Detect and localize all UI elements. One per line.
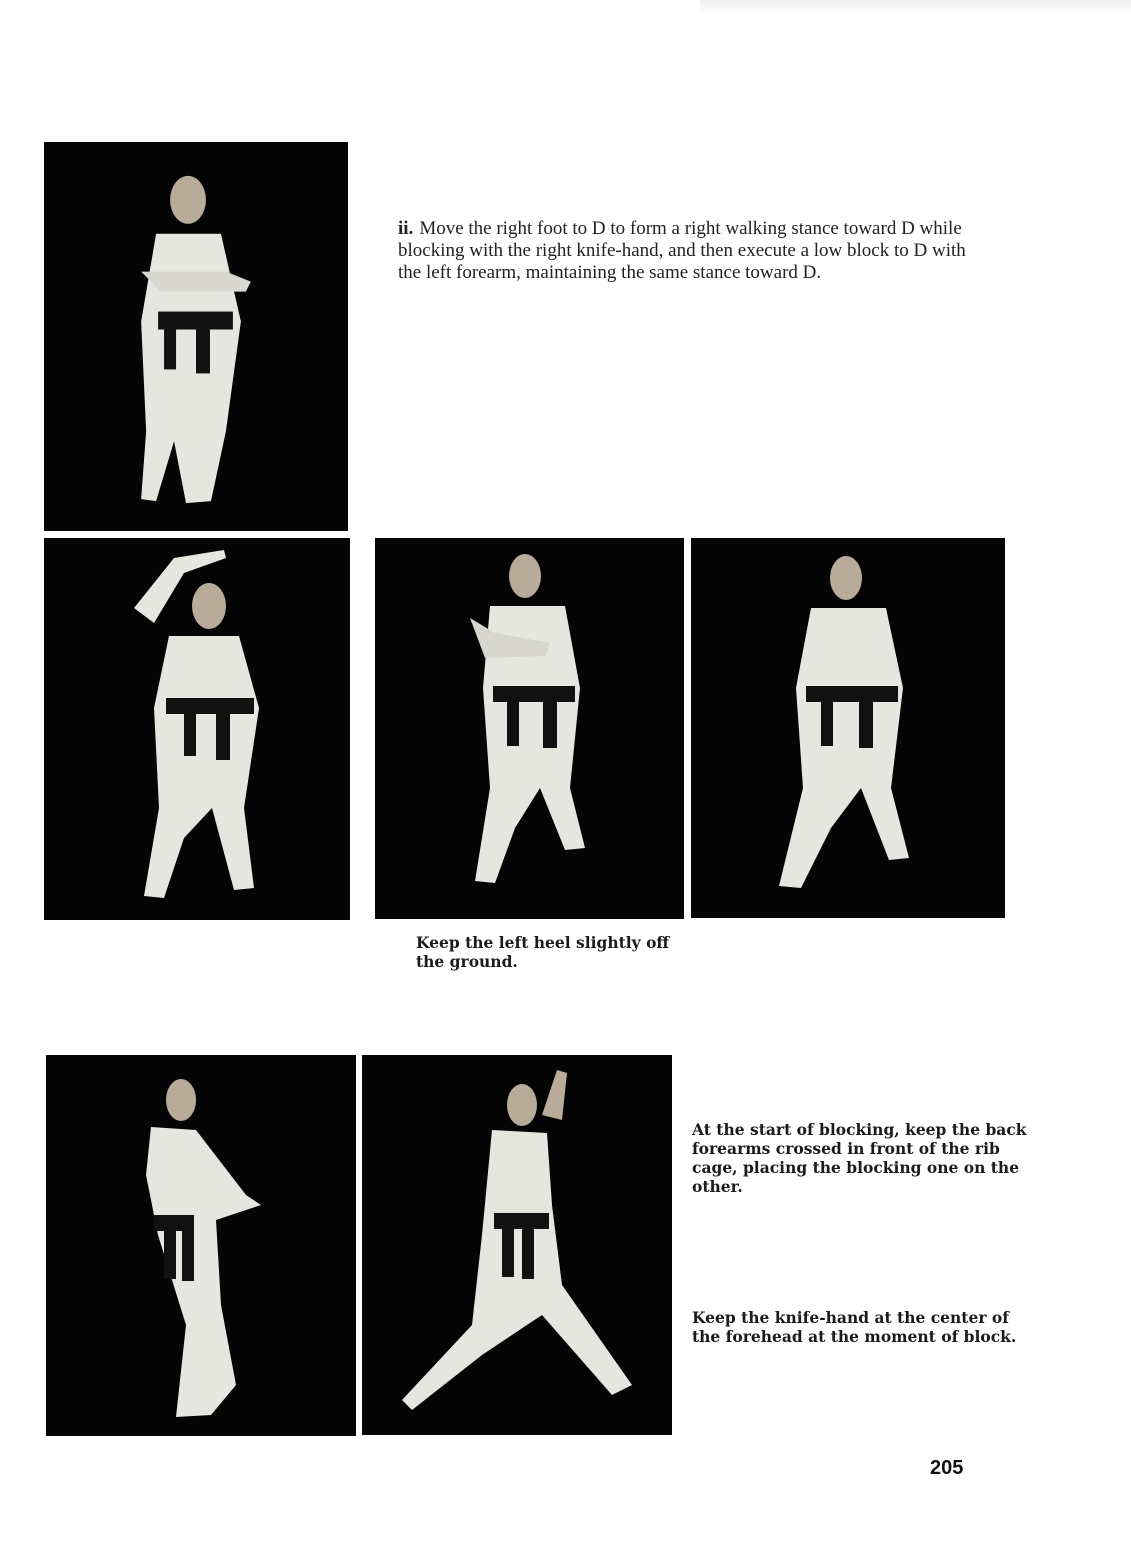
figure-side-crossed — [46, 1055, 356, 1436]
figure-low-block — [691, 538, 1005, 918]
photo-knife-hand-block — [44, 538, 350, 920]
caption-start-blocking: At the start of blocking, keep the back forearms crossed in front of the rib cage, placing the blocking one on the other. — [692, 1120, 1027, 1196]
figure-crossed-forearms — [375, 538, 684, 919]
page-number: 205 — [930, 1457, 964, 1479]
figure-side-knife-hand — [362, 1055, 672, 1435]
instruction-text: Move the right foot to D to form a right walking stance toward D while blocking with the right knife-hand, and then execute a low block to D with the left forearm, maintaining the same stance toward D. — [398, 218, 966, 283]
figure-knife-hand-block — [44, 538, 350, 920]
instruction-step — [398, 218, 973, 284]
caption-knife-hand: Keep the knife-hand at the center of the forehead at the moment of block. — [692, 1308, 1017, 1346]
caption-heel: Keep the left heel slightly off the ground. — [416, 933, 670, 971]
scan-edge-shadow — [700, 0, 1131, 14]
photo-low-block — [691, 538, 1005, 918]
figure-ready-stance — [44, 142, 348, 531]
photo-ready-stance — [44, 142, 348, 531]
photo-side-knife-hand — [362, 1055, 672, 1435]
instruction-number: ii. — [398, 218, 414, 239]
photo-crossed-forearms — [375, 538, 684, 919]
photo-side-crossed — [46, 1055, 356, 1436]
